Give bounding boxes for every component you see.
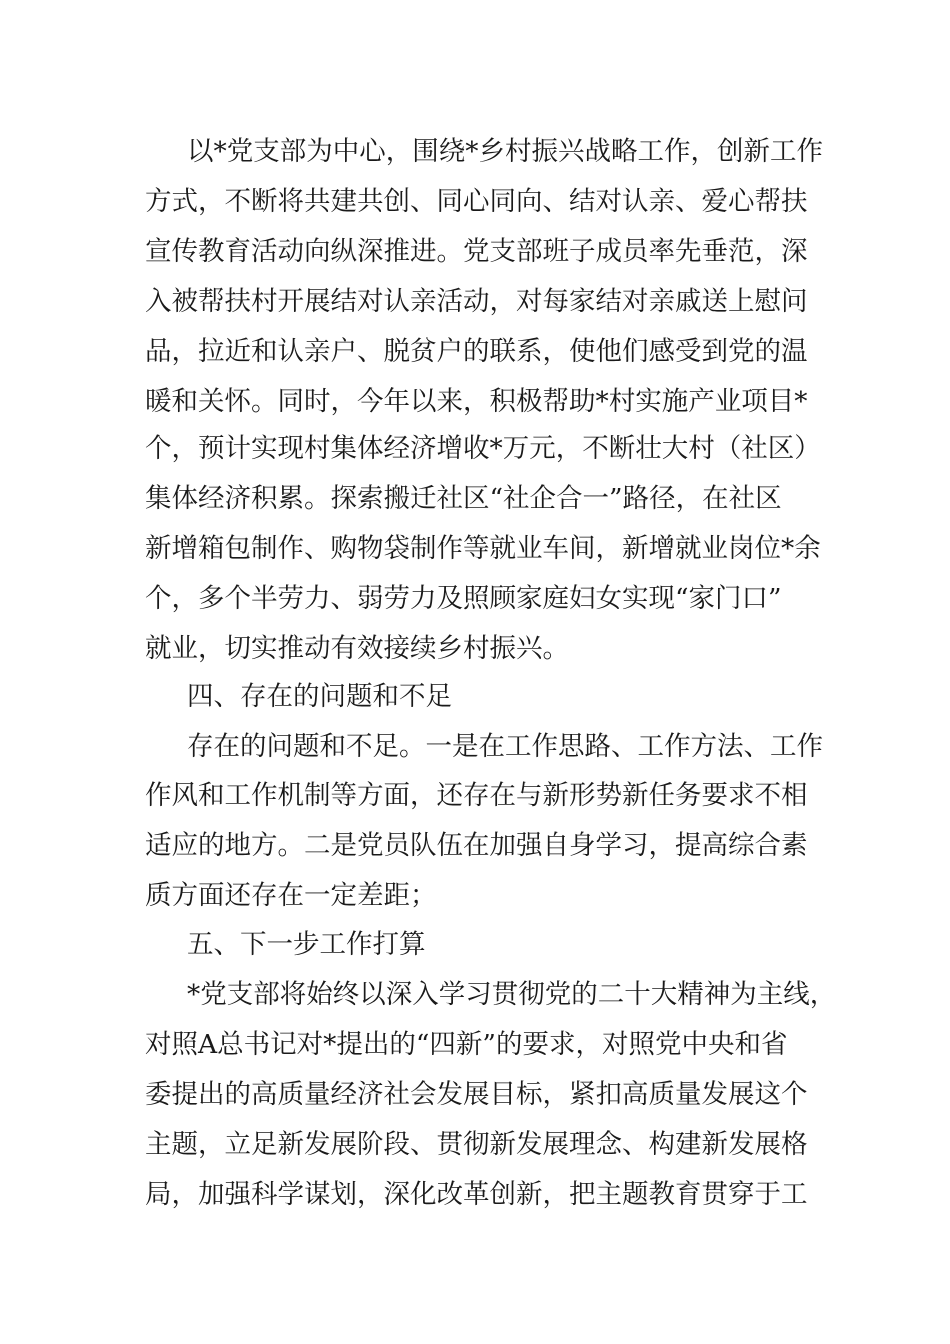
paragraph-line: 暖和关怀。同时，今年以来，积极帮助*村实施产业项目*: [145, 386, 808, 417]
paragraph-line: 入被帮扶村开展结对认亲活动，对每家结对亲戚送上慰问: [145, 286, 808, 317]
section-heading: 五、下一步工作打算: [187, 929, 426, 960]
section-heading: 四、存在的问题和不足: [187, 681, 452, 712]
paragraph-line: 质方面还存在一定差距；: [145, 880, 437, 911]
paragraph-line: 个，多个半劳力、弱劳力及照顾家庭妇女实现“家门口”: [145, 583, 782, 614]
paragraph-line: 个，预计实现村集体经济增收*万元，不断壮大村（社区）: [145, 433, 821, 464]
paragraph-line: 存在的问题和不足。一是在工作思路、工作方法、工作: [187, 731, 823, 762]
paragraph-line: 主题，立足新发展阶段、贯彻新发展理念、构建新发展格: [145, 1129, 808, 1160]
paragraph-line: 新增箱包制作、购物袋制作等就业车间，新增就业岗位*余: [145, 533, 821, 564]
paragraph-line: 就业，切实推动有效接续乡村振兴。: [145, 633, 569, 664]
paragraph-line: 以*党支部为中心，围绕*乡村振兴战略工作，创新工作: [187, 136, 823, 167]
paragraph-line: 委提出的高质量经济社会发展目标，紧扣高质量发展这个: [145, 1079, 808, 1110]
paragraph-line: 适应的地方。二是党员队伍在加强自身学习，提高综合素: [145, 830, 808, 861]
paragraph-line: 集体经济积累。探索搬迁社区“社企合一”路径，在社区: [145, 483, 782, 514]
paragraph-line: 对照A总书记对*提出的“四新”的要求，对照党中央和省: [145, 1029, 788, 1060]
paragraph-line: 局，加强科学谋划，深化改革创新，把主题教育贯穿于工: [145, 1179, 808, 1210]
paragraph-line: 作风和工作机制等方面，还存在与新形势新任务要求不相: [145, 780, 808, 811]
paragraph-line: 方式，不断将共建共创、同心同向、结对认亲、爱心帮扶: [145, 186, 808, 217]
paragraph-line: 品，拉近和认亲户、脱贫户的联系，使他们感受到党的温: [145, 336, 808, 367]
paragraph-line: *党支部将始终以深入学习贯彻党的二十大精神为主线，: [187, 979, 837, 1010]
paragraph-line: 宣传教育活动向纵深推进。党支部班子成员率先垂范，深: [145, 236, 808, 267]
